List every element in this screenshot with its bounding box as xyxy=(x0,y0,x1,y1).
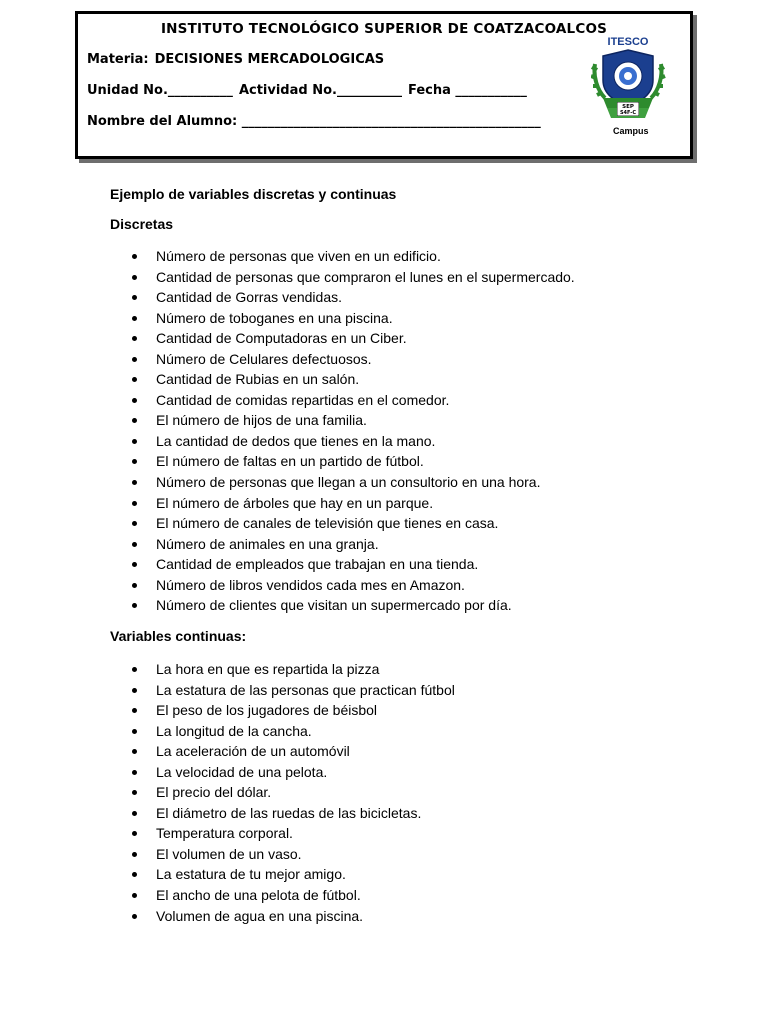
list-item-text: La hora en que es repartida la pizza xyxy=(156,661,380,677)
bullet-icon xyxy=(132,790,137,795)
materia-value: DECISIONES MERCADOLOGICAS xyxy=(154,52,385,67)
institute-title: INSTITUTO TECNOLÓGICO SUPERIOR DE COATZACOALCOS xyxy=(160,21,608,37)
bullet-icon xyxy=(132,377,137,382)
logo-itesco-text: ITESCO xyxy=(607,36,649,48)
actividad-field: Actividad No.__________ xyxy=(238,83,402,98)
bullet-icon xyxy=(132,729,137,734)
bullet-icon xyxy=(132,316,137,321)
list-item xyxy=(110,267,575,288)
list-item xyxy=(110,534,575,555)
header-box xyxy=(75,11,693,159)
list-item-text: Número de personas que llegan a un consultorio en una hora. xyxy=(156,474,541,491)
bullet-icon xyxy=(132,688,137,693)
materia-line xyxy=(87,52,384,67)
list-item-text: Número de personas que viven en un edificio. xyxy=(156,248,441,264)
list-item-text: El volumen de un vaso. xyxy=(156,845,302,862)
list-item xyxy=(110,451,575,472)
document-title: Ejemplo de variables discretas y continuas xyxy=(110,186,397,202)
list-item-text: Cantidad de Rubias en un salón. xyxy=(156,371,360,388)
list-item xyxy=(110,349,575,370)
bullet-icon xyxy=(132,459,137,464)
fecha-field: Fecha ___________ xyxy=(407,83,527,98)
list-item xyxy=(110,595,575,616)
list-item-text: Número de toboganes en una piscina. xyxy=(156,309,393,326)
bullet-icon xyxy=(132,893,137,898)
campus-label: Campus xyxy=(613,126,649,136)
bullet-icon xyxy=(132,357,137,362)
list-item-text: El número de hijos de una familia. xyxy=(156,412,367,429)
list-item xyxy=(110,680,455,701)
list-item-text: El número de árboles que hay en un parque. xyxy=(156,494,434,511)
bullet-icon xyxy=(132,501,137,506)
list-item xyxy=(110,906,455,927)
list-item-text: El precio del dólar. xyxy=(156,784,272,801)
list-item-text: La estatura de tu mejor amigo. xyxy=(156,866,346,883)
bullet-icon xyxy=(132,254,137,259)
list-item-text: Cantidad de Gorras vendidas. xyxy=(156,289,342,306)
unidad-line xyxy=(87,83,527,98)
materia-label: Materia: xyxy=(87,52,149,67)
list-item xyxy=(110,659,455,680)
list-item-text: Número de animales en una granja. xyxy=(156,535,379,552)
bullet-icon xyxy=(132,398,137,403)
list-item-text: La longitud de la cancha. xyxy=(156,722,312,739)
list-item-text: El número de faltas en un partido de fútbol. xyxy=(156,453,424,470)
bullet-icon xyxy=(132,914,137,919)
list-item xyxy=(110,844,455,865)
list-item xyxy=(110,369,575,390)
list-item xyxy=(110,287,575,308)
list-item xyxy=(110,472,575,493)
list-item xyxy=(110,246,575,267)
bullet-icon xyxy=(132,872,137,877)
discretas-heading: Discretas xyxy=(110,216,174,232)
list-item-text: La aceleración de un automóvil xyxy=(156,743,350,760)
list-item-text: El peso de los jugadores de béisbol xyxy=(156,702,378,719)
list-item-text: El número de canales de televisión que tienes en casa. xyxy=(156,515,499,532)
list-item-text: El diámetro de las ruedas de las bicicletas. xyxy=(156,804,422,821)
list-item xyxy=(110,410,575,431)
list-item-text: Número de clientes que visitan un supermercado por día. xyxy=(156,597,512,614)
svg-text:S4F-C: S4F-C xyxy=(619,110,637,116)
bullet-icon xyxy=(132,542,137,547)
list-item xyxy=(110,493,575,514)
bullet-icon xyxy=(132,439,137,444)
list-item xyxy=(110,823,455,844)
list-item xyxy=(110,803,455,824)
seal-text: SEP xyxy=(622,104,634,110)
list-item-text: Temperatura corporal. xyxy=(156,825,293,842)
list-item-text: El ancho de una pelota de fútbol. xyxy=(156,887,361,904)
bullet-icon xyxy=(132,708,137,713)
list-item-text: La velocidad de una pelota. xyxy=(156,763,328,780)
list-item xyxy=(110,700,455,721)
list-item-text: Cantidad de Computadoras en un Ciber. xyxy=(156,330,407,347)
list-item xyxy=(110,741,455,762)
list-item-text: Volumen de agua en una piscina. xyxy=(156,907,364,924)
list-item xyxy=(110,308,575,329)
bullet-icon xyxy=(132,336,137,341)
list-item xyxy=(110,390,575,411)
list-item xyxy=(110,513,575,534)
bullet-icon xyxy=(132,770,137,775)
list-item-text: Cantidad de personas que compraron el lunes en el supermercado. xyxy=(156,268,575,285)
list-item-text: Número de Celulares defectuosos. xyxy=(156,350,372,367)
list-item xyxy=(110,782,455,803)
bullet-icon xyxy=(132,852,137,857)
list-item-text: Cantidad de comidas repartidas en el comedor. xyxy=(156,391,450,408)
bullet-icon xyxy=(132,831,137,836)
list-item xyxy=(110,328,575,349)
continuas-heading: Variables continuas: xyxy=(110,628,247,644)
continuas-list xyxy=(110,659,455,926)
list-item xyxy=(110,431,575,452)
bullet-icon xyxy=(132,562,137,567)
bullet-icon xyxy=(132,583,137,588)
bullet-icon xyxy=(132,749,137,754)
list-item xyxy=(110,885,455,906)
list-item-text: Número de libros vendidos cada mes en Amazon. xyxy=(156,576,465,593)
list-item xyxy=(110,721,455,742)
bullet-icon xyxy=(132,521,137,526)
bullet-icon xyxy=(132,811,137,816)
list-item-text: Cantidad de empleados que trabajan en una tienda. xyxy=(156,556,479,573)
list-item xyxy=(110,575,575,596)
list-item-text: La cantidad de dedos que tienes en la mano. xyxy=(156,432,436,449)
sep-seal-icon xyxy=(617,102,639,116)
bullet-icon xyxy=(132,603,137,608)
nombre-field: Nombre del Alumno: ______________________________________________ xyxy=(87,114,541,129)
unidad-field: Unidad No.__________ xyxy=(87,83,233,98)
itesco-logo xyxy=(591,36,681,140)
list-item xyxy=(110,762,455,783)
bullet-icon xyxy=(132,275,137,280)
list-item xyxy=(110,554,575,575)
discretas-list xyxy=(110,246,575,616)
list-item xyxy=(110,864,455,885)
bullet-icon xyxy=(132,480,137,485)
bullet-icon xyxy=(132,295,137,300)
bullet-icon xyxy=(132,418,137,423)
list-item-text: La estatura de las personas que practican fútbol xyxy=(156,681,455,698)
bullet-icon xyxy=(132,667,137,672)
